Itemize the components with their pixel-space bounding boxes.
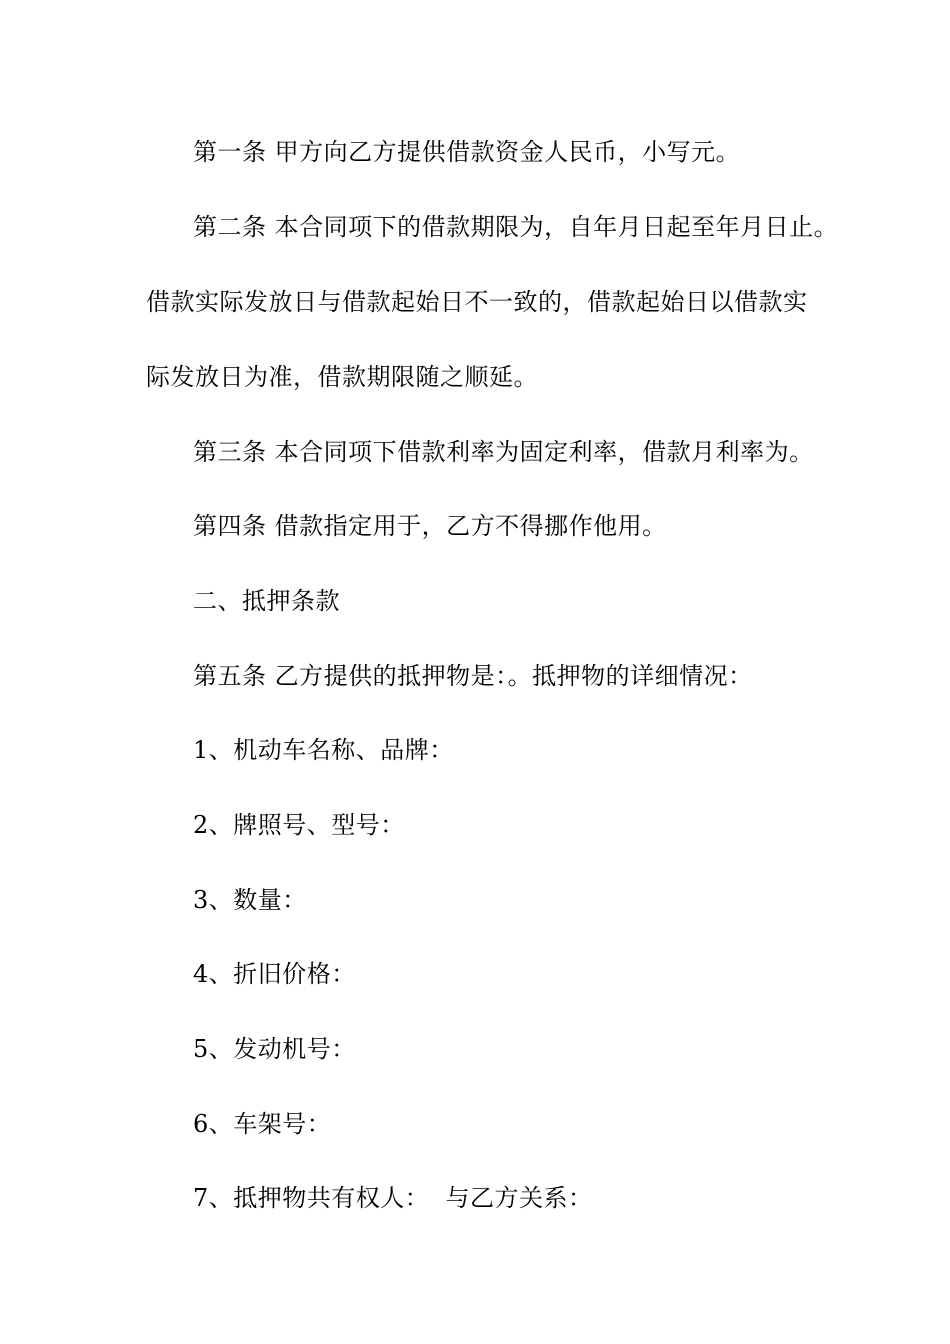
list-item-engine-number: 5、发动机号： <box>193 1035 356 1063</box>
clause-5: 第五条 乙方提供的抵押物是：。抵押物的详细情况： <box>193 662 753 690</box>
list-item-co-owner: 7、抵押物共有权人： 与乙方关系： <box>193 1184 593 1212</box>
clause-2-continuation-2: 际发放日为准，借款期限随之顺延。 <box>146 363 538 391</box>
list-item-frame-number: 6、车架号： <box>193 1110 332 1138</box>
clause-4: 第四条 借款指定用于，乙方不得挪作他用。 <box>193 512 667 540</box>
clause-3: 第三条 本合同项下借款利率为固定利率，借款月利率为。 <box>193 438 814 466</box>
clause-2: 第二条 本合同项下的借款期限为，自年月日起至年月日止。 <box>193 213 839 241</box>
section-heading-mortgage: 二、抵押条款 <box>193 587 340 615</box>
list-item-vehicle-name: 1、机动车名称、品牌： <box>193 736 454 764</box>
clause-2-continuation-1: 借款实际发放日与借款起始日不一致的，借款起始日以借款实 <box>146 288 808 316</box>
clause-1: 第一条 甲方向乙方提供借款资金人民币，小写元。 <box>193 138 741 166</box>
list-item-quantity: 3、数量： <box>193 886 307 914</box>
list-item-depreciated-price: 4、折旧价格： <box>193 960 356 988</box>
list-item-plate-model: 2、牌照号、型号： <box>193 811 405 839</box>
